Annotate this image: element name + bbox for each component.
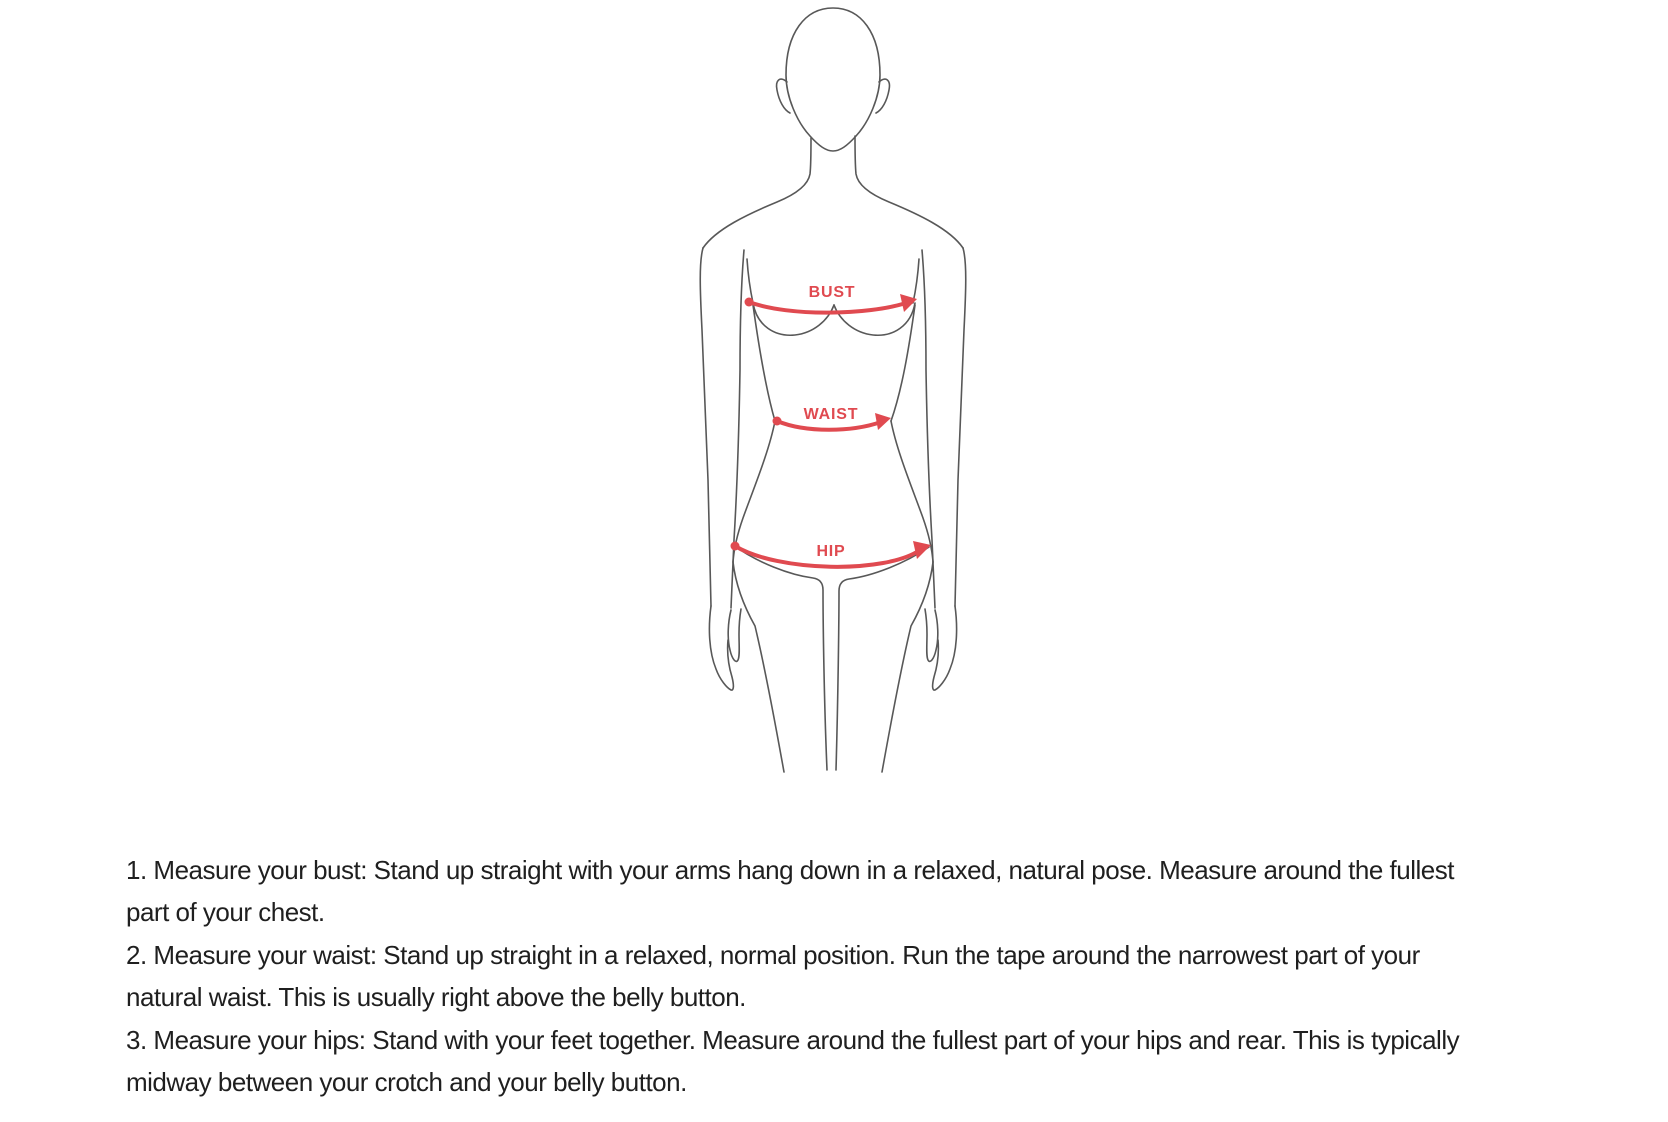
body-outline-drawing <box>700 8 966 772</box>
right-hip-side <box>891 421 933 562</box>
right-arm-inner <box>922 250 935 608</box>
left-bust-top-edge <box>747 259 753 303</box>
left-thigh-outer <box>733 562 784 772</box>
instruction-waist <box>126 934 1459 1019</box>
head-outline <box>786 8 880 151</box>
right-bikini-line <box>836 547 929 770</box>
left-bikini-line <box>733 545 827 770</box>
measure-instructions <box>126 849 1459 1103</box>
bust-measurement <box>745 284 918 313</box>
instruction-bust-line-1: 1. Measure your bust: Stand up straight with your arms hang down in a relaxed, natural pose. Measure around the fullest <box>126 855 1454 885</box>
right-torso-side <box>891 305 915 421</box>
left-hip-side <box>733 421 775 562</box>
bust-label: BUST <box>808 284 856 301</box>
left-hand-fingers <box>728 609 741 661</box>
bust-measure-arrow <box>749 302 906 313</box>
hip-arrowhead <box>913 541 931 559</box>
right-hand-fingers <box>925 609 938 661</box>
right-ear <box>876 79 889 113</box>
instruction-bust <box>126 849 1459 934</box>
left-arm-inner <box>731 250 744 608</box>
left-arm-outer <box>700 248 711 606</box>
right-arm-outer <box>955 248 966 606</box>
instruction-hips <box>126 1019 1459 1104</box>
waist-measurement <box>773 406 892 430</box>
waist-arrowhead <box>875 413 891 430</box>
instruction-waist-line-2: natural waist. This is usually right above the belly button. <box>126 982 746 1013</box>
instruction-bust-line-2: part of your chest. <box>126 897 325 928</box>
left-neck-shoulder <box>703 138 811 248</box>
instruction-waist-line-1: 2. Measure your waist: Stand up straight in a relaxed, normal position. Run the tape around the narrowest part of your <box>126 939 1420 970</box>
hip-label: HIP <box>816 543 846 560</box>
left-torso-side <box>753 305 775 421</box>
left-ear <box>777 79 790 113</box>
instruction-hips-line-1: 3. Measure your hips: Stand with your feet together. Measure around the fullest part of your hips and rear. This is typically <box>126 1024 1460 1055</box>
instruction-hips-line-2: midway between your crotch and your belly button. <box>126 1067 687 1098</box>
right-neck-shoulder <box>855 136 963 248</box>
waist-label: WAIST <box>803 406 859 423</box>
right-thigh-outer <box>882 562 933 772</box>
right-bust-top-edge <box>913 259 919 303</box>
